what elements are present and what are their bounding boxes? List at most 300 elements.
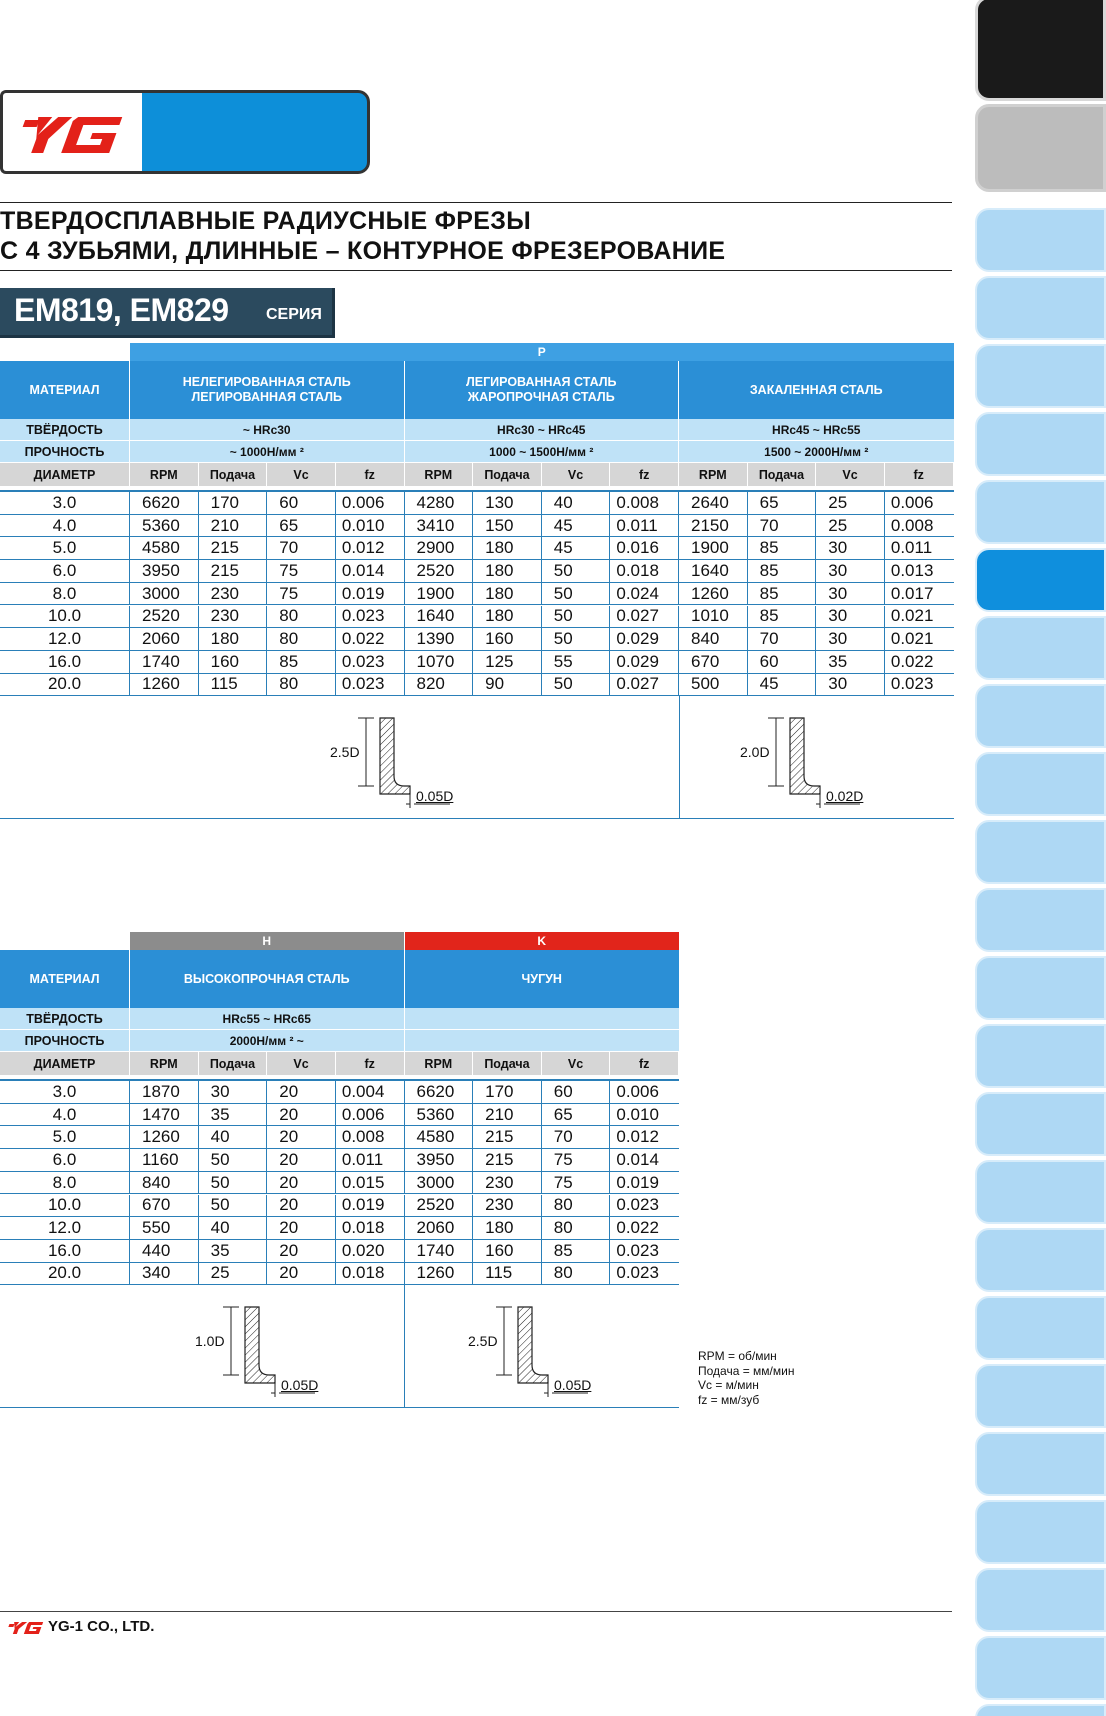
- table-row: [0, 651, 954, 674]
- material-band-row: [0, 932, 679, 950]
- diameter-cell: 20.0: [0, 674, 130, 696]
- brand-bar: [142, 90, 370, 174]
- title-line-2: С 4 ЗУБЬЯМИ, ДЛИННЫЕ – КОНТУРНОЕ ФРЕЗЕРОВАНИЕ: [0, 237, 726, 265]
- value-cell: 0.013: [890, 560, 934, 580]
- value-cell: 1160: [130, 1149, 199, 1171]
- value-cell: 20: [267, 1263, 336, 1285]
- value-cell: 50: [542, 560, 611, 582]
- value-cell: 65: [748, 492, 817, 514]
- table-row: [0, 560, 954, 583]
- diagram-width-label: 0.05D: [416, 788, 454, 805]
- value-cell: 30: [816, 606, 885, 628]
- col-header-fz-1: fz: [610, 1052, 679, 1075]
- value-cell: 45: [542, 537, 611, 559]
- value-cell: 180: [199, 628, 268, 650]
- value-cell: 160: [473, 1240, 542, 1262]
- value-cell: 4580: [130, 537, 199, 559]
- section-tab-6[interactable]: [975, 412, 1106, 476]
- value-cell: 180: [473, 583, 542, 605]
- value-cell: 80: [542, 1263, 611, 1285]
- section-tab-14[interactable]: [975, 956, 1106, 1020]
- value-cell: 75: [267, 583, 336, 605]
- value-cell: 0.006: [616, 1081, 659, 1101]
- value-cell: 90: [473, 674, 542, 696]
- value-cell: 20: [267, 1217, 336, 1239]
- column-header-row: [0, 1052, 679, 1075]
- table-row: [0, 537, 954, 560]
- legend-fz: fz = мм/зуб: [698, 1392, 760, 1407]
- value-cell: 3410: [405, 515, 474, 537]
- yg-footer-logo-icon: [4, 1617, 46, 1637]
- value-cell: 0.008: [610, 492, 679, 514]
- series-name: EM819, EM829: [14, 292, 229, 328]
- value-cell: 230: [199, 606, 268, 628]
- company-name: YG-1 CO., LTD.: [48, 1618, 155, 1635]
- value-cell: 160: [473, 628, 542, 650]
- value-cell: 50: [542, 606, 611, 628]
- diagram-depth-label: 2.5D: [468, 1333, 498, 1350]
- value-cell: 0.019: [336, 583, 405, 605]
- value-cell: 440: [130, 1240, 199, 1262]
- strength-row-value-0: ~ 1000Н/мм ²: [130, 441, 405, 463]
- value-cell: 60: [748, 651, 817, 673]
- value-cell: 20: [267, 1126, 336, 1148]
- value-cell: 50: [542, 674, 611, 696]
- series-label: СЕРИЯ: [266, 306, 322, 323]
- value-cell: 840: [679, 628, 748, 650]
- table-row: [0, 583, 954, 606]
- page-title: [0, 206, 725, 266]
- value-cell: 20: [267, 1240, 336, 1262]
- section-tab-7[interactable]: [975, 480, 1106, 544]
- value-cell: 230: [473, 1172, 542, 1194]
- value-cell: 0.010: [336, 515, 405, 537]
- value-cell: 500: [679, 674, 748, 696]
- value-cell: 85: [267, 651, 336, 673]
- value-cell: 50: [199, 1195, 268, 1217]
- value-cell: 5360: [130, 515, 199, 537]
- section-tab-10[interactable]: [975, 684, 1106, 748]
- value-cell: 2520: [405, 1195, 474, 1217]
- section-tab-12[interactable]: [975, 820, 1106, 884]
- col-header-fz-0: fz: [336, 463, 405, 486]
- value-cell: 80: [267, 606, 336, 628]
- value-cell: 45: [748, 674, 817, 696]
- value-cell: 0.011: [336, 1149, 405, 1171]
- table-row: [0, 1149, 679, 1172]
- diameter-cell: 6.0: [0, 1149, 130, 1171]
- diameter-cell: 12.0: [0, 628, 130, 650]
- value-cell: 1390: [405, 628, 474, 650]
- table-row: [0, 606, 954, 629]
- section-tab-18[interactable]: [975, 1228, 1106, 1292]
- diagram-depth-label: 1.0D: [195, 1333, 225, 1350]
- band-spacer: [0, 932, 130, 950]
- table-row: [0, 674, 954, 697]
- diameter-label: ДИАМЕТР: [0, 1052, 130, 1075]
- material-band-row: [0, 343, 954, 361]
- value-cell: 115: [473, 1263, 542, 1285]
- value-cell: 0.008: [336, 1126, 405, 1148]
- col-header-rpm-0: RPM: [130, 1052, 199, 1075]
- diagram-divider: [404, 1285, 405, 1407]
- value-cell: 170: [199, 492, 268, 514]
- value-cell: 70: [267, 537, 336, 559]
- section-tab-24[interactable]: [975, 1636, 1106, 1700]
- value-cell: 2150: [679, 515, 748, 537]
- material-group-0: ВЫСОКОПРОЧНАЯ СТАЛЬ: [130, 950, 405, 1008]
- value-cell: 2060: [130, 628, 199, 650]
- section-tab-21[interactable]: [975, 1432, 1106, 1496]
- section-tab-16[interactable]: [975, 1092, 1106, 1156]
- legend-vc: Vc = м/мин: [698, 1378, 759, 1392]
- value-cell: 1470: [130, 1104, 199, 1126]
- value-cell: 0.020: [336, 1240, 405, 1262]
- cut-profile-diagram: [750, 714, 900, 824]
- value-cell: 2900: [405, 537, 474, 559]
- col-header-rpm-1: RPM: [405, 463, 474, 486]
- value-cell: 0.022: [616, 1218, 659, 1238]
- value-cell: 4280: [405, 492, 474, 514]
- value-cell: 670: [130, 1195, 199, 1217]
- value-cell: 0.012: [616, 1127, 659, 1147]
- section-tab-15[interactable]: [975, 1024, 1106, 1088]
- diameter-cell: 6.0: [0, 560, 130, 582]
- col-header-vc-2: Vc: [816, 463, 885, 486]
- section-tab-20[interactable]: [975, 1364, 1106, 1428]
- value-cell: 80: [267, 628, 336, 650]
- value-cell: 0.019: [336, 1195, 405, 1217]
- value-cell: 1900: [405, 583, 474, 605]
- value-cell: 670: [679, 651, 748, 673]
- value-cell: 2520: [130, 606, 199, 628]
- strength-row-value-1: [405, 1030, 680, 1052]
- col-header-rpm-0: RPM: [130, 463, 199, 486]
- value-cell: 0.018: [336, 1217, 405, 1239]
- value-cell: 0.006: [336, 1104, 405, 1126]
- value-cell: 80: [267, 674, 336, 696]
- value-cell: 0.018: [336, 1263, 405, 1285]
- section-tab-1[interactable]: [975, 0, 1106, 101]
- value-cell: 210: [473, 1104, 542, 1126]
- value-cell: 6620: [405, 1081, 474, 1103]
- value-cell: 0.023: [616, 1240, 659, 1260]
- value-cell: 30: [816, 560, 885, 582]
- value-cell: 55: [542, 651, 611, 673]
- section-tab-2[interactable]: [975, 104, 1106, 192]
- value-cell: 1260: [130, 1126, 199, 1148]
- table-row: [0, 1081, 679, 1104]
- band-h: H: [130, 932, 405, 950]
- hardness-row-value-2: HRc45 ~ HRc55: [679, 419, 954, 441]
- value-cell: 0.014: [616, 1149, 659, 1169]
- table-row: [0, 1263, 679, 1286]
- cut-profile-diagram: [478, 1303, 628, 1413]
- value-cell: 6620: [130, 492, 199, 514]
- value-cell: 30: [816, 628, 885, 650]
- col-header-vc-1: Vc: [542, 463, 611, 486]
- value-cell: 0.021: [890, 629, 934, 649]
- col-header-подача-1: Подача: [473, 463, 542, 486]
- value-cell: 50: [199, 1149, 268, 1171]
- value-cell: 180: [473, 537, 542, 559]
- hardness-row-value-0: ~ HRc30: [130, 419, 405, 441]
- col-header-vc-0: Vc: [267, 1052, 336, 1075]
- value-cell: 35: [816, 651, 885, 673]
- value-cell: 215: [473, 1126, 542, 1148]
- value-cell: 1740: [405, 1240, 474, 1262]
- value-cell: 130: [473, 492, 542, 514]
- hardness-row-label: ТВЁРДОСТЬ: [0, 1008, 130, 1030]
- value-cell: 0.018: [610, 560, 679, 582]
- cut-profile-diagram: [205, 1303, 355, 1413]
- value-cell: 5360: [405, 1104, 474, 1126]
- units-legend: [698, 1349, 794, 1407]
- value-cell: 150: [473, 515, 542, 537]
- value-cell: 1010: [679, 606, 748, 628]
- value-cell: 85: [748, 537, 817, 559]
- value-cell: 0.006: [890, 492, 934, 512]
- value-cell: 0.017: [890, 583, 934, 603]
- value-cell: 0.023: [616, 1263, 659, 1283]
- value-cell: 0.023: [336, 674, 405, 696]
- value-cell: 1070: [405, 651, 474, 673]
- hardness-row-value-1: [405, 1008, 680, 1030]
- section-tab-5[interactable]: [975, 344, 1106, 408]
- material-group-1: ЧУГУН: [405, 950, 680, 1008]
- value-cell: 3000: [130, 583, 199, 605]
- value-cell: 0.004: [336, 1081, 405, 1103]
- table-row: [0, 1126, 679, 1149]
- value-cell: 0.011: [610, 515, 679, 537]
- value-cell: 210: [199, 515, 268, 537]
- value-cell: 0.022: [890, 651, 934, 671]
- value-cell: 230: [199, 583, 268, 605]
- material-group-1: ЛЕГИРОВАННАЯ СТАЛЬ ЖАРОПРОЧНАЯ СТАЛЬ: [405, 361, 680, 419]
- value-cell: 20: [267, 1081, 336, 1103]
- col-header-подача-0: Подача: [199, 1052, 268, 1075]
- section-tab-23[interactable]: [975, 1568, 1106, 1632]
- strength-row-value-2: 1500 ~ 2000Н/мм ²: [679, 441, 954, 463]
- strength-row-label: ПРОЧНОСТЬ: [0, 1030, 130, 1052]
- table-row: [0, 1172, 679, 1195]
- diameter-cell: 5.0: [0, 1126, 130, 1148]
- value-cell: 1260: [405, 1263, 474, 1285]
- value-cell: 0.010: [616, 1104, 659, 1124]
- material-row: [0, 950, 679, 1008]
- table-row: [0, 1240, 679, 1263]
- value-cell: 70: [748, 515, 817, 537]
- value-cell: 75: [542, 1172, 611, 1194]
- diameter-cell: 16.0: [0, 651, 130, 673]
- section-tab-17[interactable]: [975, 1160, 1106, 1224]
- value-cell: 25: [816, 492, 885, 514]
- value-cell: 840: [130, 1172, 199, 1194]
- value-cell: 20: [267, 1172, 336, 1194]
- diagram-divider: [679, 696, 680, 818]
- value-cell: 70: [542, 1126, 611, 1148]
- material-group-0: НЕЛЕГИРОВАННАЯ СТАЛЬ ЛЕГИРОВАННАЯ СТАЛЬ: [130, 361, 405, 419]
- hardness-row-value-1: HRc30 ~ HRc45: [405, 419, 680, 441]
- hardness-row: [0, 1008, 679, 1030]
- strength-row-label: ПРОЧНОСТЬ: [0, 441, 130, 463]
- value-cell: 0.023: [336, 606, 405, 628]
- diameter-cell: 8.0: [0, 583, 130, 605]
- value-cell: 20: [267, 1104, 336, 1126]
- diameter-label: ДИАМЕТР: [0, 463, 130, 486]
- diagram-width-label: 0.02D: [826, 788, 864, 805]
- value-cell: 3000: [405, 1172, 474, 1194]
- value-cell: 0.008: [890, 515, 934, 535]
- value-cell: 85: [542, 1240, 611, 1262]
- series-badge: [0, 288, 335, 338]
- section-tab-22[interactable]: [975, 1500, 1106, 1564]
- value-cell: 1260: [130, 674, 199, 696]
- col-header-fz-0: fz: [336, 1052, 405, 1075]
- strength-row: [0, 441, 954, 463]
- cut-profile-diagram: [340, 714, 490, 824]
- value-cell: 0.019: [616, 1172, 659, 1192]
- col-header-подача-2: Подача: [748, 463, 817, 486]
- value-cell: 3950: [405, 1149, 474, 1171]
- legend-rpm: RPM = об/мин: [698, 1349, 777, 1363]
- section-tab-25[interactable]: [975, 1704, 1106, 1716]
- value-cell: 80: [542, 1195, 611, 1217]
- diameter-cell: 20.0: [0, 1263, 130, 1285]
- band-k: K: [405, 932, 680, 950]
- strength-row-value-0: 2000Н/мм ² ~: [130, 1030, 405, 1052]
- value-cell: 0.029: [610, 628, 679, 650]
- col-header-подача-1: Подача: [473, 1052, 542, 1075]
- value-cell: 65: [542, 1104, 611, 1126]
- yg-logo-icon: [3, 93, 139, 171]
- value-cell: 0.006: [336, 492, 405, 514]
- section-tab-11[interactable]: [975, 752, 1106, 816]
- value-cell: 215: [473, 1149, 542, 1171]
- value-cell: 4580: [405, 1126, 474, 1148]
- title-rule-top: [0, 202, 952, 203]
- value-cell: 230: [473, 1195, 542, 1217]
- value-cell: 40: [542, 492, 611, 514]
- value-cell: 85: [748, 560, 817, 582]
- col-header-vc-0: Vc: [267, 463, 336, 486]
- value-cell: 0.027: [610, 606, 679, 628]
- title-rule-bottom: [0, 270, 952, 271]
- value-cell: 550: [130, 1217, 199, 1239]
- table-row: [0, 1217, 679, 1240]
- cutting-table-p: [0, 343, 952, 821]
- value-cell: 0.015: [336, 1172, 405, 1194]
- title-line-1: ТВЕРДОСПЛАВНЫЕ РАДИУСНЫЕ ФРЕЗЫ: [0, 207, 531, 235]
- value-cell: 80: [542, 1217, 611, 1239]
- value-cell: 125: [473, 651, 542, 673]
- hardness-row-label: ТВЁРДОСТЬ: [0, 419, 130, 441]
- value-cell: 1900: [679, 537, 748, 559]
- value-cell: 30: [199, 1081, 268, 1103]
- value-cell: 180: [473, 1217, 542, 1239]
- value-cell: 35: [199, 1240, 268, 1262]
- value-cell: 25: [816, 515, 885, 537]
- diameter-cell: 5.0: [0, 537, 130, 559]
- value-cell: 0.021: [890, 606, 934, 626]
- col-header-подача-0: Подача: [199, 463, 268, 486]
- col-header-rpm-2: RPM: [679, 463, 748, 486]
- value-cell: 0.016: [610, 537, 679, 559]
- value-cell: 85: [748, 606, 817, 628]
- section-tab-9[interactable]: [975, 616, 1106, 680]
- diameter-cell: 8.0: [0, 1172, 130, 1194]
- value-cell: 1640: [679, 560, 748, 582]
- value-cell: 20: [267, 1195, 336, 1217]
- value-cell: 25: [199, 1263, 268, 1285]
- diagram-width-label: 0.05D: [554, 1377, 592, 1394]
- diameter-cell: 10.0: [0, 606, 130, 628]
- value-cell: 0.023: [616, 1195, 659, 1215]
- hardness-row-value-0: HRc55 ~ HRc65: [130, 1008, 405, 1030]
- diagram-width-label: 0.05D: [281, 1377, 319, 1394]
- diameter-cell: 4.0: [0, 1104, 130, 1126]
- value-cell: 75: [542, 1149, 611, 1171]
- value-cell: 340: [130, 1263, 199, 1285]
- table-row: [0, 628, 954, 651]
- value-cell: 115: [199, 674, 268, 696]
- col-header-vc-1: Vc: [542, 1052, 611, 1075]
- section-tab-19[interactable]: [975, 1296, 1106, 1360]
- value-cell: 75: [267, 560, 336, 582]
- material-label: МАТЕРИАЛ: [0, 361, 130, 419]
- value-cell: 1870: [130, 1081, 199, 1103]
- diameter-cell: 10.0: [0, 1195, 130, 1217]
- value-cell: 1260: [679, 583, 748, 605]
- value-cell: 50: [542, 583, 611, 605]
- table-row: [0, 1104, 679, 1127]
- material-row: [0, 361, 954, 419]
- material-group-2: ЗАКАЛЕННАЯ СТАЛЬ: [679, 361, 954, 419]
- cutting-table-hk: [0, 932, 679, 1409]
- value-cell: 30: [816, 537, 885, 559]
- value-cell: 2640: [679, 492, 748, 514]
- value-cell: 45: [542, 515, 611, 537]
- value-cell: 70: [748, 628, 817, 650]
- strength-row-value-1: 1000 ~ 1500Н/мм ²: [405, 441, 680, 463]
- section-tab-8[interactable]: [975, 548, 1106, 612]
- value-cell: 1740: [130, 651, 199, 673]
- value-cell: 170: [473, 1081, 542, 1103]
- section-tab-13[interactable]: [975, 888, 1106, 952]
- value-cell: 160: [199, 651, 268, 673]
- value-cell: 0.014: [336, 560, 405, 582]
- value-cell: 0.011: [890, 538, 933, 558]
- col-header-rpm-1: RPM: [405, 1052, 474, 1075]
- value-cell: 215: [199, 537, 268, 559]
- legend-feed: Подача = мм/мин: [698, 1363, 795, 1378]
- value-cell: 0.027: [610, 674, 679, 696]
- hardness-row: [0, 419, 954, 441]
- section-tab-3[interactable]: [975, 208, 1106, 272]
- value-cell: 3950: [130, 560, 199, 582]
- col-header-fz-2: fz: [885, 463, 954, 486]
- value-cell: 50: [542, 628, 611, 650]
- value-cell: 50: [199, 1172, 268, 1194]
- value-cell: 820: [405, 674, 474, 696]
- value-cell: 35: [199, 1104, 268, 1126]
- material-label: МАТЕРИАЛ: [0, 950, 130, 1008]
- value-cell: 60: [542, 1081, 611, 1103]
- section-tab-4[interactable]: [975, 276, 1106, 340]
- diagram-depth-label: 2.0D: [740, 744, 770, 761]
- value-cell: 0.012: [336, 537, 405, 559]
- column-header-row: [0, 463, 954, 486]
